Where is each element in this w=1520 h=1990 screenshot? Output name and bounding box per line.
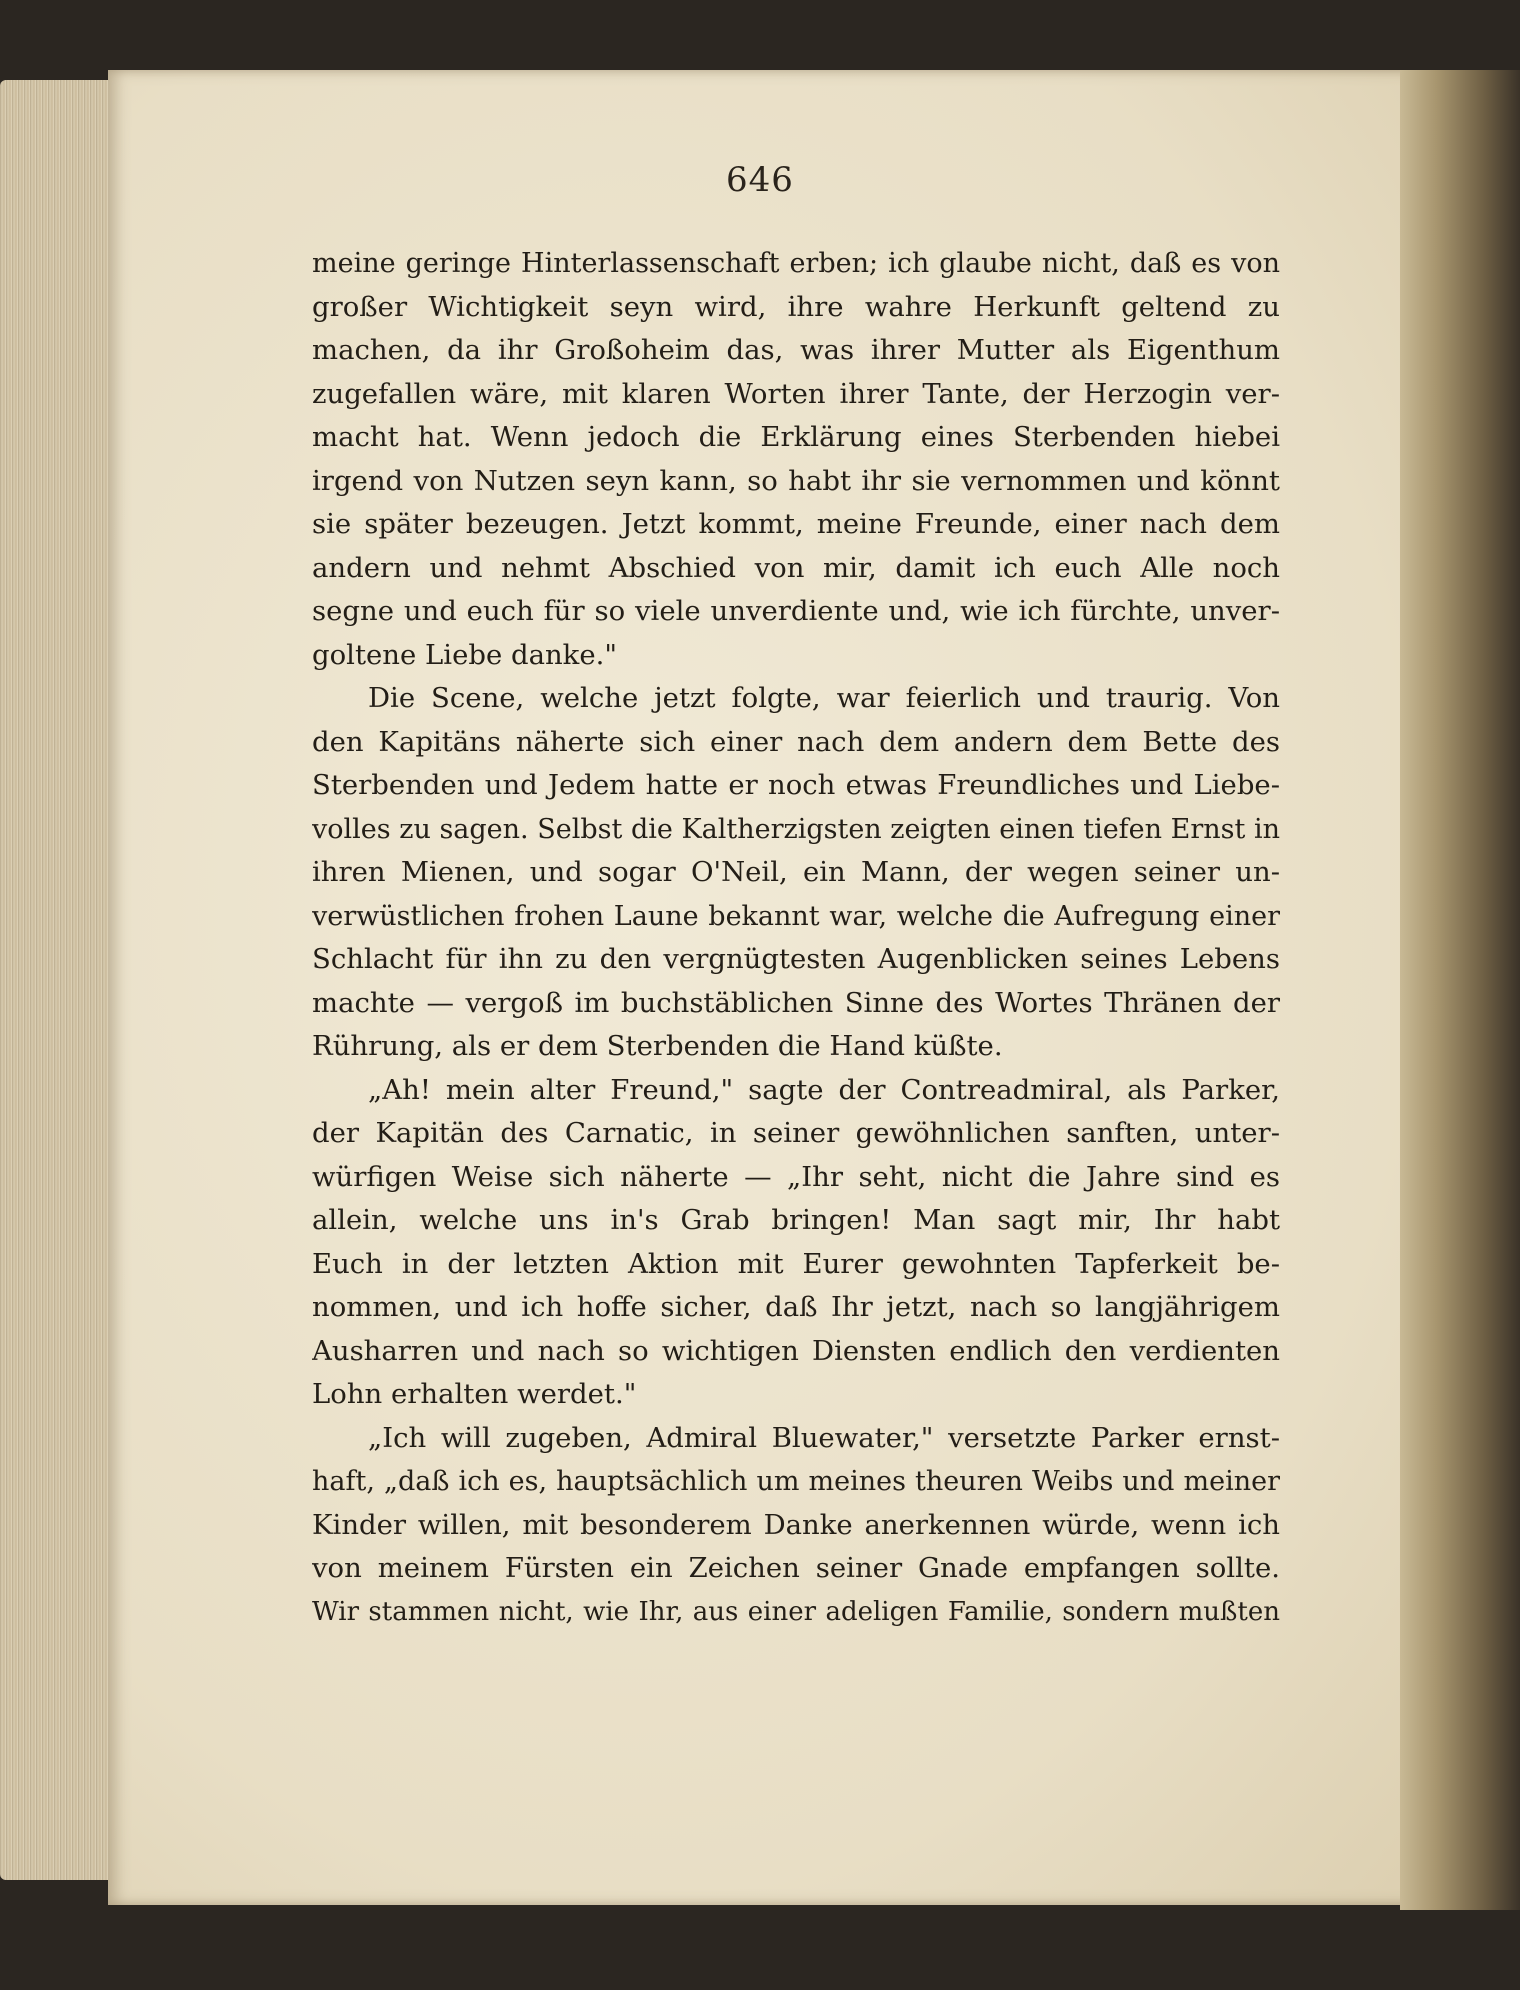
text-line: meine geringe Hinterlassenschaft erben; ich glaube nicht, daß es von (312, 248, 1280, 279)
text-line: verwüstlichen frohen Laune bekannt war, welche die Aufregung einer (312, 900, 1280, 932)
text-line: der Kapitän des Carnatic, in seiner gewöhnlichen sanften, unter- (312, 1117, 1280, 1149)
text-line: volles zu sagen. Selbst die Kaltherzigsten zeigten einen tiefen Ernst in (312, 813, 1280, 845)
text-line: haft, „daß ich es, hauptsächlich um meines theuren Weibs und meiner (312, 1466, 1280, 1497)
text-line: irgend von Nutzen seyn kann, so habt ihr sie vernommen und könnt (312, 464, 1280, 497)
text-line: allein, welche uns in's Grab bringen! Man sagt mir, Ihr habt (312, 1204, 1280, 1236)
text-line: Ausharren und nach so wichtigen Diensten endlich den verdienten (312, 1334, 1280, 1367)
text-line: nommen, und ich hoffe sicher, daß Ihr jetzt, nach so langjährigem (312, 1291, 1280, 1323)
text-line: „Ah! mein alter Freund," sagte der Contreadmiral, als Parker, (368, 1073, 1280, 1106)
text-line: ihren Mienen, und sogar O'Neil, ein Mann, der wegen seiner un- (312, 856, 1280, 888)
text-line: großer Wichtigkeit seyn wird, ihre wahre Herkunft geltend zu (312, 290, 1280, 323)
text-line: machen, da ihr Großoheim das, was ihrer Mutter als Eigenthum (312, 334, 1280, 366)
text-line: Rührung, als er dem Sterbenden die Hand küßte. (312, 1030, 1003, 1062)
body-text (312, 242, 1280, 1634)
text-line: Schlacht für ihn zu den vergnügtesten Augenblicken seines Lebens (312, 943, 1280, 975)
text-line: machte — vergoß im buchstäblichen Sinne des Wortes Thränen der (312, 986, 1280, 1019)
text-line: Die Scene, welche jetzt folgte, war feierlich und traurig. Von (368, 682, 1280, 714)
text-line: Kinder willen, mit besonderem Danke anerkennen würde, wenn ich (312, 1508, 1280, 1541)
text-line: den Kapitäns näherte sich einer nach dem andern dem Bette des (312, 725, 1280, 758)
text-line: andern und nehmt Abschied von mir, damit ich euch Alle noch (312, 551, 1280, 584)
text-line: „Ich will zugeben, Admiral Bluewater," versetzte Parker ernst- (368, 1421, 1280, 1454)
text-line: Euch in der letzten Aktion mit Eurer gewohnten Tapferkeit be- (312, 1247, 1280, 1280)
book-gutter (1400, 70, 1520, 1910)
text-line: segne und euch für so viele unverdiente und, wie ich fürchte, unver- (312, 595, 1280, 627)
book-page-edges (0, 80, 120, 1880)
page-number: 646 (726, 160, 794, 200)
paragraph (312, 1069, 1280, 1417)
text-line: sie später bezeugen. Jetzt kommt, meine Freunde, einer nach dem (312, 508, 1280, 540)
paragraph (312, 1417, 1280, 1635)
text-line: von meinem Fürsten ein Zeichen seiner Gnade empfangen sollte. (312, 1552, 1280, 1584)
paragraph (312, 677, 1280, 1069)
text-line: Sterbenden und Jedem hatte er noch etwas Freundliches und Liebe- (312, 769, 1280, 801)
text-line: zugefallen wäre, mit klaren Worten ihrer Tante, der Herzogin ver- (312, 377, 1280, 410)
text-line: macht hat. Wenn jedoch die Erklärung eines Sterbenden hiebei (312, 421, 1280, 453)
text-line: Lohn erhalten werdet." (312, 1378, 637, 1410)
text-line: würfigen Weise sich näherte — „Ihr seht, nicht die Jahre sind es (312, 1160, 1280, 1193)
text-line: goltene Liebe danke." (312, 638, 617, 671)
text-line: Wir stammen nicht, wie Ihr, aus einer adeligen Familie, sondern mußten (312, 1596, 1280, 1627)
paragraph (312, 242, 1280, 677)
